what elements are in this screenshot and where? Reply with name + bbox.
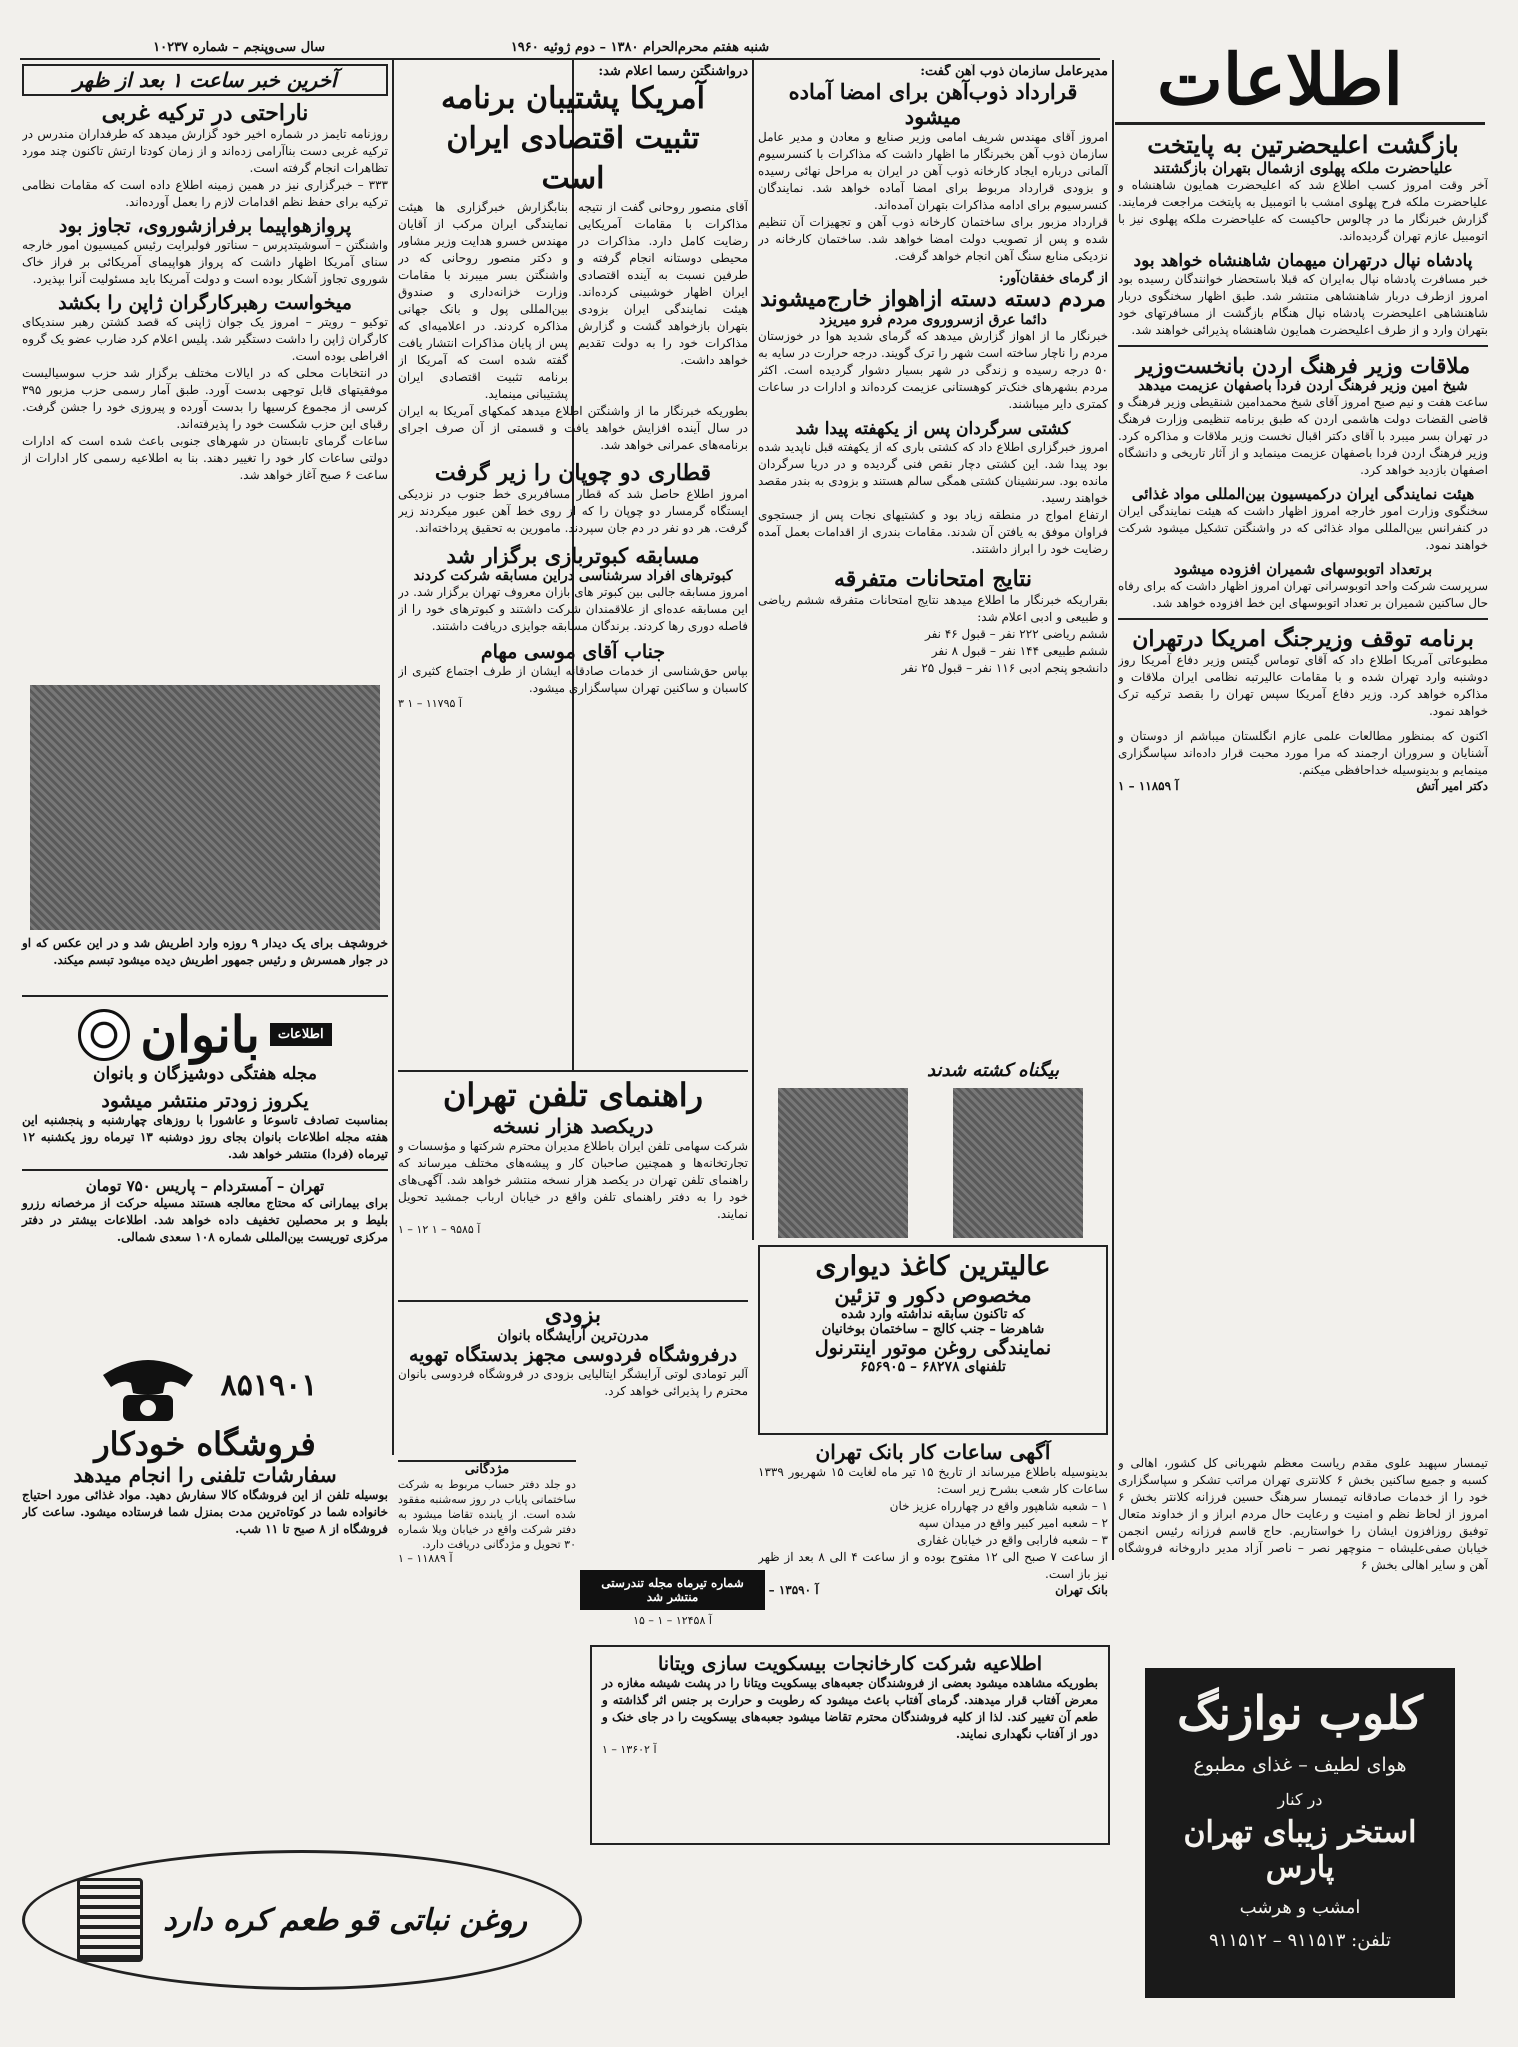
headline: هیئت نمایندگی ایران درکمیسیون بین‌المللی مواد غذائی — [1131, 485, 1475, 503]
memorial-block — [758, 1060, 1108, 1240]
oil-can-icon — [77, 1878, 143, 1962]
col-left — [22, 64, 388, 674]
club-ad-phone: تلفن: ۹۱۱۵۱۳ – ۹۱۱۵۱۲ — [1208, 1930, 1392, 1951]
notice-text: تیمسار سپهبد علوی مقدم ریاست معظم شهربانی کل کشور، اهالی و کسبه و جمیع ساکنین بخش ۶ کلانتری تهران مراتب تشکر و سپاسگزاری خود را از خدمات صادقانه تیمسار سرهنگ حسین فرزانه کلانتر بخش ۶ امروز از لحاظ نظم و امنیت و رعایت حال مردم ابراز و از خداوند متعال توفیق روزافزون ایشان را خواستاریم. حاج قاسم فرزانه رئیس انجمن خیابان صفی‌علیشاه – منوچهر نصر – ناصر آزاد مدیر داروخانه فروشگاه آهن و سایر اهالی بخش ۶ — [1118, 1456, 1488, 1572]
headline: قرارداد ذوب‌آهن برای امضا آماده میشود — [788, 79, 1078, 129]
date-line: شنبه هفتم محرم‌الحرام ۱۳۸۰ – دوم ژوئیه ۱۹۶۰ — [510, 40, 770, 55]
ad-headline: مژدگانی — [464, 1462, 510, 1477]
magazine-tagline: مجله هفتگی دوشیزگان و بانوان — [93, 1064, 317, 1084]
subheadline: کبوترهای افراد سرشناسی دراین مسابقه شرکت کردند — [413, 568, 733, 584]
column-rule — [1112, 60, 1114, 1560]
ad-headline: آگهی ساعات کار بانک تهران — [815, 1440, 1051, 1464]
ad-text: برای بیمارانی که محتاج معالجه هستند مسیله حرکت از مرخصانه رزرو بلیط و بر محصلین تخفیف داده خواهد شد. اطلاعات بیشتر در دفتر مرکزی توریست بین‌المللی شماره ۱۰۸ سعدی شمالی. — [22, 1196, 388, 1244]
ad-signature: بانک تهران — [1055, 1583, 1108, 1597]
article-text: خبرنگار ما از اهواز گزارش میدهد که گرمای شدید هوا در خوزستان مردم را ناچار ساخته است شهر را ترک گویند. درجه حرارت در سایه به ۵۰ درجه رسیده و زندگی در شهر بسیار دشوار گردیده است. اکثر مردم بشهرهای خنک‌تر کوهستانی عزیمت کرده‌اند و ادارات در ساعات کمتری دایر میباشند. — [758, 329, 1108, 411]
ad-code: آ ۱۳۵۹۰ – ۱ — [758, 1583, 819, 1597]
headline: جناب آقای موسی مهام — [480, 641, 666, 663]
headline: برنامه توقف وزیرجنگ امریکا درتهران — [1132, 626, 1474, 652]
ad-headline: راهنمای تلفن تهران — [442, 1076, 704, 1114]
ad-text: آلبر تومادی لوتی آرایشگر ایتالیایی بزودی در فروشگاه فردوسی بانوان محترم را پذیرائی خواهد کرد. — [398, 1367, 748, 1398]
headline: نتایج امتحانات متفرقه — [833, 566, 1033, 592]
article-text: روزنامه تایمز در شماره اخیر خود گزارش میدهد که طرفداران مندرس در ترکیه غربی دست بناآرامی زده‌اند و از زمان کودتا ارتش تاکنون چند مورد تظاهرات انجام گرفته است. — [22, 127, 388, 175]
oil-ad — [22, 1850, 582, 1990]
article-text: در انتخابات محلی که در ایالات مختلف برگزار شد حزب سوسیالیست موفقیتهای قابل توجهی بدست آورد. طبق آمار رسمی حزب مزبور ۳۹۵ کرسی از مجموع کرسیها را بدست آورده و پیروزی خود را جشن گرفت. رقبای این حزب شکست خود را پذیرفته‌اند. — [22, 366, 388, 431]
article-text: ساعات گرمای تابستان در شهرهای جنوبی باعث شده است که ادارات دولتی ساعات کار خود را تغییر دهند. بنا به اطلاعیه رسمی کار ادارات از ساعت ۶ صبح آغاز خواهد شد. — [22, 434, 388, 482]
salon-ad — [398, 1300, 748, 1455]
telephone-icon — [93, 1345, 203, 1425]
club-ad-line: در کنار — [1277, 1790, 1323, 1809]
ad-text: بدینوسیله باطلاع میرساند از تاریخ ۱۵ تیر ماه لغایت ۱۵ شهریور ۱۳۳۹ ساعات کار شعب بشرح زیر است: — [758, 1465, 1108, 1496]
ad-subheadline: مخصوص دکور و تزئین — [834, 1282, 1032, 1307]
header-rule-2 — [1115, 122, 1485, 125]
memorial-title: بیگناه کشته شدند — [927, 1060, 1059, 1081]
article-text: ۳۳۳ – خبرگزاری نیز در همین زمینه اطلاع داده است که مقامات نظامی ترکیه برای حفظ نظم اقدامات لازم را بعمل آورده‌اند. — [22, 178, 388, 209]
ad-text: بوسیله تلفن از این فروشگاه کالا سفارش دهید. مواد غذائی مورد احتیاج خانواده شما در کوتاه‌ترین مدت بمنزل شما فرستاده میشود. ساعت کار فروشگاه از ۸ صبح تا ۱۱ شب. — [22, 1488, 388, 1536]
ad-code: آ ۱۱۸۵۹ – ۱ — [1118, 779, 1179, 793]
article-text: امروز اطلاع حاصل شد که قطار مسافربری خط جنوب در نزدیکی ایستگاه گرمسار دو چوپان را که از روی خط آهن عبور میکردند زیر گرفت. هر دو نفر در دم جان سپردند. مامورین به تحقیق پرداخته‌اند. — [398, 487, 748, 535]
ad-text: دو جلد دفتر حساب مربوط به شرکت ساختمانی پایاب در روز سه‌شنبه مفقود شده است. از یابنده تقاضا میشود به دفتر شرکت واقع در خیابان ویلا شماره ۳۰ تحویل و مژدگانی دریافت دارد. — [398, 1478, 576, 1551]
club-ad-title: کلوب نوازنگ — [1177, 1686, 1423, 1740]
ad-phone: تلفنهای ۶۸۲۷۸ – ۶۵۶۹۰۵ — [860, 1359, 1006, 1375]
ad-text: شرکت سهامی تلفن ایران باطلاع مدیران محترم شرکتها و مؤسسات و تجارتخانه‌ها و همچنین صاحبان کار و پیشه‌های مختلف میرساند که راهنمای تلفن تهران در یکصد هزار نسخه منتشر خواهد شد. آگهی‌های خود را به دفتر راهنمای تلفن واقع در خیابان ارباب جمشید تحویل نمایند. — [398, 1139, 748, 1221]
brand-name: بانوان — [140, 1005, 260, 1064]
article-text: امروز آقای مهندس شریف امامی وزیر صنایع و معادن و مدیر عامل سازمان ذوب آهن بخبرنگار ما اظهار داشت که مذاکرات با کنسرسیوم آلمانی درباره ایجاد کارخانه ذوب آهن در ایران به مراحل نهائی رسیده و بزودی قرارداد مربوط برای امضا آماده خواهد شد. نمایندگان کنسرسیوم برای ادامه مذاکرات بتهران آمده‌اند. — [758, 130, 1108, 212]
article-text: آخر وقت امروز کسب اطلاع شد که اعلیحضرت همایون شاهنشاه و علیاحضرت ملکه فرح پهلوی امشب با اتومبیل به پایتخت مراجعت فرمایند. گزارش خبرنگار ما در چالوس حاکیست که علیاحضرت ملکه پهلوی نیز با اتومبیل عازم تهران گردیده‌اند. — [1118, 178, 1488, 243]
ad-list-item: ۲ – شعبه امیر کبیر واقع در میدان سپه — [918, 1516, 1108, 1530]
ad-text: بطوریکه مشاهده میشود بعضی از فروشندگان جعبه‌های بیسکویت ویتانا را در پشت شیشه مغازه در معرض آفتاب قرار میدهند. گرمای آفتاب باعث میشود که رطوبت و حرارت بر جنس اثر گذاشته و طعم آن تغییر کند. لذا از کلیه فروشندگان محترم تقاضا میشود جعبه‌های بیسکویت را در جای خنک و دور از آفتاب نگهداری نمایند. — [602, 1676, 1098, 1741]
wallpaper-ad — [758, 1245, 1108, 1435]
banner-text: شماره تیرماه مجله تندرستی منتشر شد — [580, 1570, 765, 1610]
phone-shop-ad — [22, 1345, 388, 1615]
ad-text: که تاکنون سابقه نداشته وارد شده — [840, 1307, 1026, 1322]
article-text: بپاس حق‌شناسی از خدمات صادقانه ایشان از طرف اجتماع کثیری از کاسبان و ساکنین تهران سپاسگزاری میشود. — [398, 664, 748, 695]
article-text: مطبوعاتی آمریکا اطلاع داد که آقای توماس گیتس وزیر دفاع آمریکا روز دوشنبه وارد تهران شده و با مقامات عالیرتبه نظامی ایران ملاقات و مذاکره خواهد کرد. وزیر دفاع آمریکا سپس تهران را بقصد ترکیه ترک خواهد نمود. — [1118, 653, 1488, 718]
article-text: خبر مسافرت پادشاه نپال به‌ایران که قبلا باستحضار خوانندگان رسیده بود امروز ازطرف دربار شاهنشاهی منتشر شد. طبق اظهار سخنگوی دربار شاهنشاهی اعلیحضرت پادشاه نپال هنگام بازگشت از مسافرتهای خود بتهران وارد و از طرف اعلیحضرت همایون شاهنشاه پذیرائی خواهند شد. — [1118, 272, 1488, 337]
phone-directory-ad — [398, 1070, 748, 1295]
brand-tag: اطلاعات — [270, 1023, 332, 1046]
oil-ad-slogan: روغن نباتی قو طعم کره دارد — [163, 1902, 527, 1938]
ad-headline: تهران – آمستردام – پاریس ۷۵۰ تومان — [85, 1177, 325, 1195]
issue-info: سال سی‌وپنجم – شماره ۱۰۲۳۷ — [153, 40, 325, 55]
vitana-ad — [590, 1645, 1110, 1845]
lost-item-ad — [398, 1460, 576, 1640]
headline: بازگشت اعلیحضرتین به پایتخت — [1147, 130, 1459, 159]
divider — [1118, 618, 1488, 620]
ad-subheadline: مدرن‌ترین آرایشگاه بانوان — [497, 1328, 649, 1344]
club-ad-line: هوای لطیف – غذای مطبوع — [1193, 1754, 1407, 1776]
ad-code: آ ۱۲۴۵۸ – ۱ – ۱۵ — [633, 1614, 712, 1627]
kicker: از گرمای خفقان‌آور: — [998, 271, 1108, 286]
ad-code: آ ۱۱۸۸۹ – ۱ — [398, 1552, 453, 1565]
ad-list-item: ۱ – شعبه شاهپور واقع در چهارراه عزیز خان — [889, 1499, 1108, 1513]
ad-headline: اطلاعیه شرکت کارخانجات بیسکویت سازی ویتانا — [658, 1653, 1042, 1675]
article-text: امروز مسابقه جالبی بین کبوتر های بازان معروف تهران برگزار شد. در این مسابقه عده‌ای از علاقمندان شرکت داشتند و کبوترهای خود را از فاصله دوری رها کردند. برندگان مسابقه جوایزی دریافت داشتند. — [398, 585, 748, 633]
headline: کشتی سرگردان پس از یکهفته پیدا شد — [795, 419, 1071, 439]
article-text: آقای منصور روحانی گفت از نتیجه مذاکرات با مقامات آمریکایی رضایت کامل دارد. مذاکرات در محیطی دوستانه انجام گرفته و طرفین نسبت به آینده اقتصادی ایران اظهار خوشبینی کرده‌اند. هیئت نمایندگی ایران بزودی بتهران بازخواهد گشت و گزارش مذاکرات خود را به دولت تقدیم خواهد داشت. — [578, 200, 748, 367]
portrait-photo — [953, 1088, 1083, 1238]
article-text: بقراریکه خبرنگار ما اطلاع میدهد نتایج امتحانات متفرقه ششم ریاضی و طبیعی و ادبی اعلام شد: — [758, 593, 1108, 624]
column-rule — [392, 60, 394, 1455]
article-text: توکیو – رویتر – امروز یک جوان ژاپنی که قصد کشتن رهبر سندیکای کارگران ژاپن را داشت دستگیر شد. پلیس اعلام کرد ضارب عضو یک گروه افراطی بوده است. — [22, 315, 388, 363]
article-text: واشنگتن – آسوشیتدپرس – سناتور فولبرایت رئیس کمیسیون امور خارجه سنای آمریکا اظهار داشت که پرواز هواپیمای آمریکائی بر فراز خاک شوروی تجاوز آشکار بوده است و دولت آمریکا باید مسئولیت آنرا بپذیرد. — [22, 238, 388, 286]
headline: مردم دسته دسته ازاهواز خارج‌میشوند — [759, 286, 1107, 312]
portrait-photo — [778, 1088, 908, 1238]
col-3 — [398, 64, 748, 1064]
headline: آمریکا پشتیبان برنامه تثبیت اقتصادی ایران است — [441, 81, 705, 196]
article-text: ساعت هفت و نیم صبح امروز آقای شیخ محمدامین شنقیطی وزیر فرهنگ و قاضی القضات دولت هاشمی اردن که طبق برنامه تنظیمی وزارت فرهنگ در تهران بسر میبرد با آقای دکتر اقبال نخست وزیر ملاقات و مذاکره کرد. وزیر فرهنگ اردن فردا باصفهان عزیمت مینماید و از آثار تاریخی و دانشگاه اصفهان بازدید خواهد کرد. — [1118, 395, 1488, 477]
masthead — [1100, 38, 1460, 128]
col-2 — [758, 64, 1108, 1144]
notice-text: اکنون که بمنظور مطالعات علمی عازم انگلستان میباشم از دوستان و آشنایان و سروران ارجمند که مرا مورد محبت قرار داده‌اند سپاسگزاری مینمایم و بدینوسیله خداحافظی میکنم. — [1118, 729, 1488, 777]
thanks-notice — [1118, 1455, 1488, 1655]
magazine-banner — [580, 1570, 765, 1638]
col-right — [1118, 130, 1488, 1570]
subheadline: شیخ امین وزیر فرهنگ اردن فردا باصفهان عزیمت میدهد — [1138, 378, 1468, 394]
ad-code: آ ۱۳۶۰۲ – ۱ — [602, 1743, 657, 1756]
result-line: ششم ریاضی ۲۲۲ نفر – قبول ۴۶ نفر — [924, 627, 1108, 641]
divider — [22, 995, 388, 997]
column-rule — [752, 60, 754, 1240]
subheadline: علیاحضرت ملکه پهلوی ازشمال بتهران بازگشتند — [1153, 159, 1453, 177]
bank-ad — [758, 1440, 1108, 1640]
result-line: دانشجو پنجم ادبی ۱۱۶ نفر – قبول ۲۵ نفر — [901, 661, 1108, 675]
header-rule — [20, 58, 1100, 60]
ad-code: آ ۹۵۸۵ – ۱ ۱۲ – ۱ — [398, 1223, 481, 1236]
article-text: ارتفاع امواج در منطقه زیاد بود و کشتیهای نجات پس از جستجوی فراوان موفق به یافتن آن شدند. مقامات بندری از اقدامات بعمل آمده رضایت خود را ابراز داشتند. — [758, 508, 1108, 556]
ad-code: آ ۱۱۷۹۵ – ۱ ۳ — [398, 697, 462, 710]
article-text: سخنگوی وزارت امور خارجه امروز اظهار داشت که هیئت نمایندگی ایران در کنفرانس بین‌المللی مواد غذائی که در واشنگتن تشکیل میشود شرکت خواهند نمود. — [1118, 504, 1488, 552]
ad-headline: نمایندگی روغن موتور اینترنول — [814, 1337, 1052, 1359]
ad-subheadline: سفارشات تلفنی را انجام میدهد — [73, 1463, 337, 1487]
ad-list-item: ۳ – شعبه فارابی واقع در خیابان غفاری — [917, 1533, 1108, 1547]
notice-signature: دکتر امیر آتش — [1416, 779, 1488, 793]
article-text: امروز خبرگزاری اطلاع داد که کشتی باری که از یکهفته قبل ناپدید شده بود پیدا شد. این کشتی دچار نقص فنی گردیده و در دریا سرگردان مانده بود. سرنشینان کشتی همگی سالم هستند و بزودی به بندر مقصد خواهند رسید. — [758, 440, 1108, 505]
headline: میخواست رهبرکارگران ژاپن را بکشد — [58, 292, 352, 314]
headline: مسابقه کبوتربازی برگزار شد — [446, 543, 700, 568]
kicker: مدیرعامل سازمان ذوب آهن گفت: — [920, 64, 1108, 79]
ad-address: شاهرضا – جنب کالج – ساختمان بوخانیان — [821, 1322, 1045, 1337]
ad-subheadline: دریکصد هزار نسخه — [492, 1114, 654, 1138]
club-ad — [1145, 1668, 1455, 1998]
photo-caption: خروشچف برای یک دیدار ۹ روزه وارد اطریش شد و در این عکس که او در جوار همسرش و رئیس جمهور اطریش دیده میشود تبسم میکند. — [22, 936, 388, 967]
banuvan-ad — [22, 1005, 388, 1345]
headline: پادشاه نپال درتهران میهمان شاهنشاه خواهد بود — [1133, 251, 1473, 271]
phone-number: ۸۵۱۹۰۱ — [220, 1367, 318, 1403]
divider — [1118, 345, 1488, 347]
club-ad-line: استخر زیبای تهران پارس — [1183, 1815, 1417, 1885]
ad-headline: عالیترین کاغذ دیواری — [815, 1251, 1051, 1282]
ad-text: از ساعت ۷ صبح الی ۱۲ مفتوح بوده و از ساعت ۴ الی ۸ بعد از ظهر نیز باز است. — [758, 1550, 1108, 1581]
headline: قطاری دو چوپان را زیر گرفت — [434, 460, 712, 486]
article-text: بطوریکه خبرنگار ما از واشنگتن اطلاع میدهد کمکهای آمریکا به ایران در سال آینده افزایش خواهد یافت و قسمتی از آن صرف اجرای برنامه‌های عمرانی خواهد شد. — [398, 404, 748, 452]
kicker: درواشنگتن رسما اعلام شد: — [598, 64, 748, 79]
headline: پروازهواپیما برفرازشوروی، تجاوز بود — [58, 215, 352, 237]
subheadline: دائما عرق ازسروروی مردم فرو میریزد — [819, 312, 1047, 328]
club-ad-line: امشب و هرشب — [1239, 1897, 1361, 1918]
divider — [22, 1169, 388, 1171]
news-photo — [30, 685, 380, 930]
article-text: بنابگزارش خبرگزاری ها هیئت نمایندگی ایران مرکب از آقایان مهندس خسرو هدایت وزیر مشاور و دکتر منصور روحانی که در واشنگتن بسر میبرند با مقامات وزارت خزانه‌داری و صندوق بین‌المللی پول و بانک جهانی مذاکره کردند. در اعلامیه‌ای که پس از پایان مذاکرات انتشار یافت گفته شده است که آمریکا از برنامه تثبیت اقتصادی ایران پشتیبانی مینماید. — [398, 200, 568, 401]
headline: برتعداد اتوبوسهای شمیران افزوده میشود — [1173, 560, 1433, 578]
headline: ملاقات وزیر فرهنگ اردن بانخست‌وزیر — [1135, 353, 1471, 378]
headline: ناراحتی در ترکیه غربی — [101, 100, 309, 126]
ad-headline: درفروشگاه فردوسی مجهز بدستگاه تهویه — [408, 1344, 738, 1366]
masthead-title: اطلاعات — [1157, 38, 1403, 121]
logo-icon — [78, 1009, 130, 1061]
result-line: ششم طبیعی ۱۴۴ نفر – قبول ۸ نفر — [931, 644, 1108, 658]
ad-text: بمناسبت تصادف تاسوعا و عاشورا با روزهای چهارشنبه و پنجشنبه این هفته مجله اطلاعات بانوان بجای روز دوشنبه ۱۳ تیرماه روز یکشنبه ۱۲ تیرماه (فردا) منتشر خواهد شد. — [22, 1113, 388, 1161]
ad-headline: فروشگاه خودکار — [94, 1425, 316, 1463]
article-text: قرارداد مزبور برای ساختمان کارخانه ذوب آهن و تجهیزات آن تنظیم شده و پس از تصویب دولت امضا خواهد شد. ساختمان کارخانه در نزدیکی منابع سنگ آهن انجام خواهد گرفت. — [758, 215, 1108, 263]
ad-headline: یکروز زودتر منتشر میشود — [101, 1090, 309, 1112]
ad-headline: بزودی — [545, 1302, 601, 1328]
latest-news-banner: آخرین خبر ساعت ۱ بعد از ظهر — [22, 64, 388, 96]
article-text: سرپرست شرکت واحد اتوبوسرانی تهران امروز اظهار داشت که برای رفاه حال ساکنین شمیران بر تعداد اتوبوسهای این خط افزوده خواهد شد. — [1118, 579, 1488, 610]
